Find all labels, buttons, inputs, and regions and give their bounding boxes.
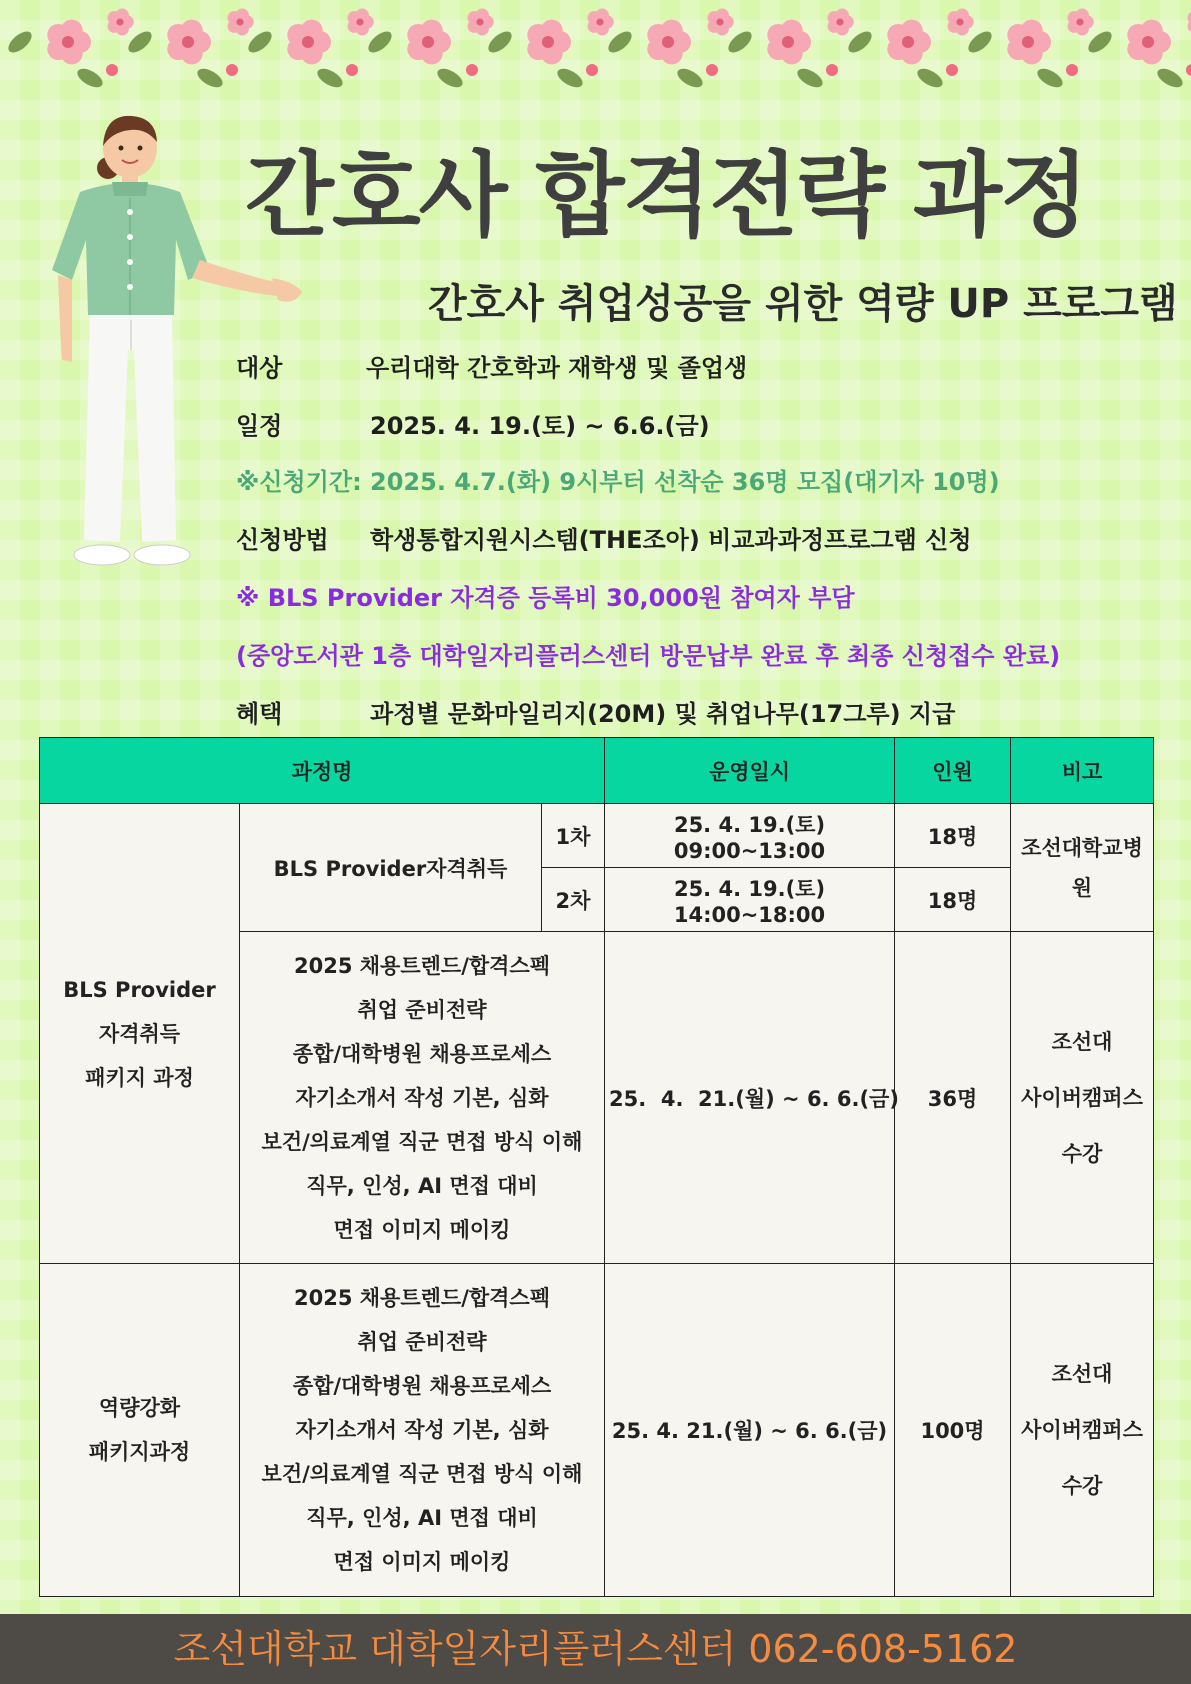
package2-note: 조선대 사이버캠퍼스 수강 — [1011, 1264, 1154, 1597]
table-row — [40, 804, 1154, 868]
session1-time: 25. 4. 19.(토) 09:00~13:00 — [605, 804, 895, 868]
benefit-value: 과정별 문화마일리지(20M) 및 취업나무(17그루) 지급 — [370, 700, 956, 728]
leaf-icon — [194, 65, 225, 91]
schedule-label: 일정 — [236, 412, 283, 440]
package2-people: 100명 — [895, 1264, 1011, 1597]
page-title: 간호사 합격전략 과정 — [245, 142, 1087, 249]
leaf-icon — [1085, 28, 1115, 57]
target-value: 우리대학 간호학과 재학생 및 졸업생 — [366, 354, 748, 382]
flower-icon — [828, 9, 854, 36]
payment-notice: (중앙도서관 1층 대학일자리플러스센터 방문납부 완료 후 최종 신청접수 완료) — [236, 642, 1061, 670]
flower-icon — [708, 9, 734, 36]
schedule-row — [236, 406, 710, 441]
flower-icon — [527, 20, 571, 65]
schedule-value: 2025. 4. 19.(토) ~ 6.6.(금) — [370, 412, 710, 440]
package1-datetime: 25. 4. 21.(월) ~ 6. 6.(금) — [605, 932, 895, 1264]
leaf-icon — [485, 28, 515, 57]
benefit-row — [236, 694, 955, 729]
package1-people: 36명 — [895, 932, 1011, 1264]
berry-icon — [346, 64, 358, 76]
header-people: 인원 — [895, 738, 1011, 804]
flower-icon — [767, 20, 811, 65]
session1-label: 1차 — [542, 804, 605, 868]
leaf-icon — [725, 28, 755, 57]
package1-topics: 2025 채용트렌드/합격스펙 취업 준비전략 종합/대학병원 채용프로세스 자기소개서 작성 기본, 심화 보건/의료계열 직군 면접 방식 이해 직무, 인성, AI 면접 대비 면접 이미지 메이킹 — [240, 932, 605, 1264]
course-table — [39, 737, 1154, 1597]
benefit-label: 혜택 — [236, 700, 283, 728]
session2-label: 2차 — [542, 868, 605, 932]
session1-people: 18명 — [895, 804, 1011, 868]
leaf-icon — [5, 28, 35, 57]
fee-notice: ※ BLS Provider 자격증 등록비 30,000원 참여자 부담 — [236, 584, 855, 612]
leaf-icon — [605, 28, 635, 57]
berry-icon — [466, 64, 478, 76]
package2-datetime: 25. 4. 21.(월) ~ 6. 6.(금) — [605, 1264, 895, 1597]
leaf-icon — [965, 28, 995, 57]
flower-icon — [647, 20, 691, 65]
berry-icon — [586, 64, 598, 76]
bls-course-name: BLS Provider자격취득 — [240, 804, 542, 932]
leaf-icon — [245, 28, 275, 57]
flower-icon — [1188, 9, 1191, 36]
berry-icon — [706, 64, 718, 76]
header-course: 과정명 — [40, 738, 605, 804]
flower-icon — [407, 20, 451, 65]
flower-icon — [108, 9, 134, 36]
leaf-icon — [1154, 65, 1185, 91]
leaf-icon — [914, 65, 945, 91]
leaf-icon — [845, 28, 875, 57]
berry-icon — [1066, 64, 1078, 76]
berry-icon — [946, 64, 958, 76]
leaf-icon — [434, 65, 465, 91]
application-period: ※신청기간: 2025. 4.7.(화) 9시부터 선착순 36명 모집(대기자 10명) — [236, 468, 1000, 496]
flower-icon — [1127, 20, 1171, 65]
berry-icon — [1186, 64, 1191, 76]
package1-note: 조선대 사이버캠퍼스 수강 — [1011, 932, 1154, 1264]
session2-time: 25. 4. 19.(토) 14:00~18:00 — [605, 868, 895, 932]
berry-icon — [826, 64, 838, 76]
flower-icon — [1068, 9, 1094, 36]
page-subtitle: 간호사 취업성공을 위한 역량 UP 프로그램 — [428, 281, 1178, 327]
flower-icon — [167, 20, 211, 65]
method-row — [236, 520, 972, 555]
flower-icon — [468, 9, 494, 36]
flower-icon — [348, 9, 374, 36]
leaf-icon — [314, 65, 345, 91]
leaf-icon — [794, 65, 825, 91]
table-row — [40, 1264, 1154, 1597]
flower-icon — [287, 20, 331, 65]
target-label: 대상 — [236, 354, 283, 382]
target-row — [236, 348, 747, 383]
package1-name: BLS Provider 자격취득 패키지 과정 — [40, 804, 240, 1264]
method-label: 신청방법 — [236, 526, 329, 554]
header-note: 비고 — [1011, 738, 1154, 804]
flower-icon — [948, 9, 974, 36]
leaf-icon — [1034, 65, 1065, 91]
package2-name: 역량강화 패키지과정 — [40, 1264, 240, 1597]
leaf-icon — [365, 28, 395, 57]
table-header-row — [40, 738, 1154, 804]
flower-garland — [0, 0, 1191, 100]
package2-topics: 2025 채용트렌드/합격스펙 취업 준비전략 종합/대학병원 채용프로세스 자기소개서 작성 기본, 심화 보건/의료계열 직군 면접 방식 이해 직무, 인성, AI 면접 대비 면접 이미지 메이킹 — [240, 1264, 605, 1597]
session2-people: 18명 — [895, 868, 1011, 932]
flower-icon — [228, 9, 254, 36]
leaf-icon — [554, 65, 585, 91]
header-datetime: 운영일시 — [605, 738, 895, 804]
flower-icon — [47, 20, 91, 65]
leaf-icon — [74, 65, 105, 91]
bls-note: 조선대학교병원 — [1011, 804, 1154, 932]
flower-icon — [588, 9, 614, 36]
berry-icon — [106, 64, 118, 76]
berry-icon — [226, 64, 238, 76]
leaf-icon — [125, 28, 155, 57]
flower-icon — [887, 20, 931, 65]
flower-icon — [1007, 20, 1051, 65]
leaf-icon — [674, 65, 705, 91]
footer-contact: 조선대학교 대학일자리플러스센터 062-608-5162 — [0, 1614, 1191, 1684]
method-value: 학생통합지원시스템(THE조아) 비교과과정프로그램 신청 — [370, 526, 972, 554]
